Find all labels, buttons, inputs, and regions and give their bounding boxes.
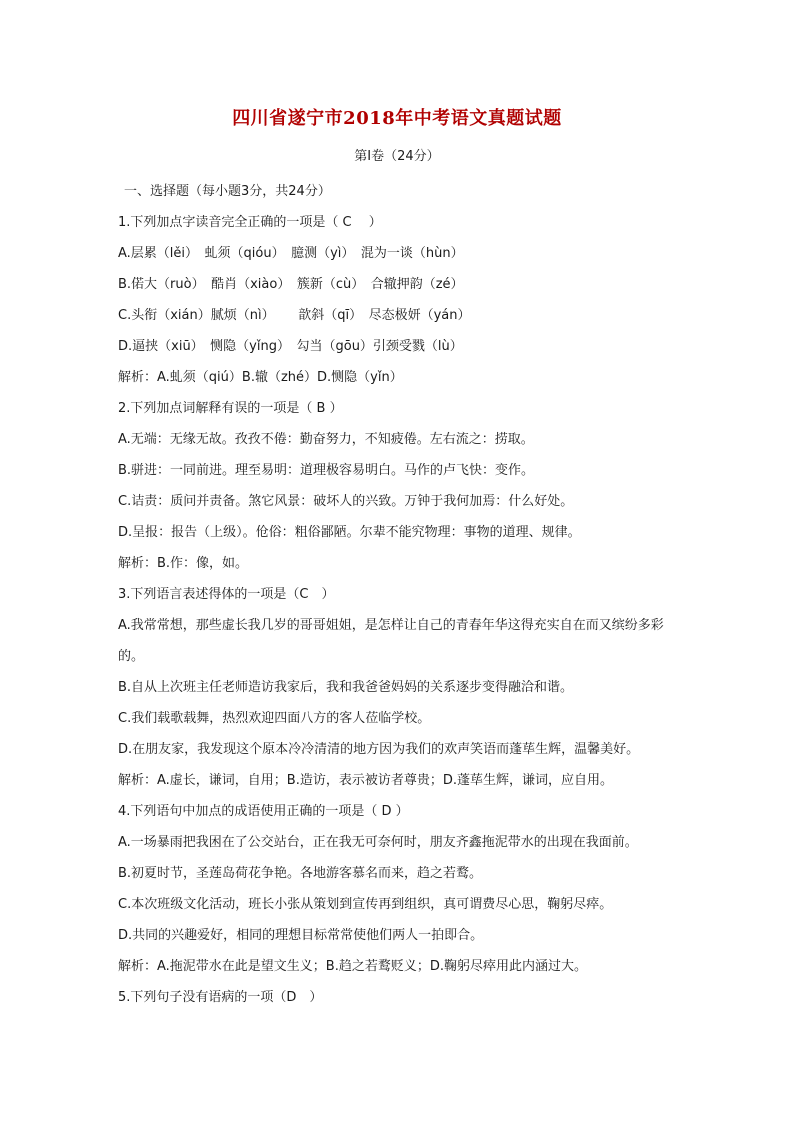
question-4-option-d: D.共同的兴趣爱好，相同的理想目标常常使他们两人一拍即合。: [118, 928, 484, 943]
question-3-option-a: A.我常常想，那些虚长我几岁的哥哥姐姐，是怎样让自己的青春年华这得充实自在而又缤纷多彩的。: [118, 618, 664, 664]
question-2-analysis: 解析：B.作：像，如。: [118, 556, 249, 571]
question-3-option-b: B.自从上次班主任老师造访我家后，我和我爸爸妈妈的关系逐步变得融洽和谐。: [118, 680, 574, 695]
document-body: [118, 176, 684, 1013]
question-3-option-d: D.在朋友家，我发现这个原本冷冷清清的地方因为我们的欢声笑语而蓬荜生辉，温馨美好。: [118, 742, 640, 757]
question-1: 1.下列加点字读音完全正确的一项是（ C ）: [118, 215, 382, 230]
question-2: 2.下列加点词解释有误的一项是（ B ）: [118, 401, 343, 416]
question-1-option-b: B.偌大（ruò） 酷肖（xiào） 簇新（cù） 合辙押韵（zé）: [118, 277, 464, 292]
question-1-analysis: 解析：A.虬须（qiú）B.辙（zhé）D.恻隐（yǐn）: [118, 370, 403, 385]
section-heading: 一、选择题（每小题3分，共24分）: [124, 184, 331, 199]
question-3: 3.下列语言表述得体的一项是（C ）: [118, 587, 335, 602]
question-1-option-a: A.层累（lěi） 虬须（qióu） 臆测（yì） 混为一谈（hùn）: [118, 246, 464, 261]
question-4-option-c: C.本次班级文化活动，班长小张从策划到宣传再到组织，真可谓费尽心思，鞠躬尽瘁。: [118, 897, 613, 912]
question-2-option-b: B.骈进：一同前进。理至易明：道理极容易明白。马作的卢飞快：变作。: [118, 463, 535, 478]
question-3-analysis: 解析：A.虚长，谦词，自用；B.造访，表示被访者尊贵；D.蓬荜生辉，谦词，应自用。: [118, 773, 613, 788]
question-5: 5.下列句子没有语病的一项（D ）: [118, 990, 323, 1005]
question-2-option-a: A.无端：无缘无故。孜孜不倦：勤奋努力，不知疲倦。左右流之：捞取。: [118, 432, 534, 447]
document-subtitle: 第Ⅰ卷（24分）: [354, 149, 440, 164]
question-3-option-c: C.我们载歌载舞，热烈欢迎四面八方的客人莅临学校。: [118, 711, 431, 726]
question-1-option-c: C.头衔（xián）腻烦（nì） 歆斜（qī） 尽态极妍（yán）: [118, 308, 471, 323]
question-2-option-c: C.诘责：质问并责备。煞它风景：破坏人的兴致。万钟于我何加焉：什么好处。: [118, 494, 574, 509]
document-title: 四川省遂宁市2018年中考语文真题试题: [232, 108, 562, 129]
question-1-option-d: D.逼挟（xiū） 恻隐（yǐng） 勾当（gōu）引颈受戮（lù）: [118, 339, 463, 354]
question-2-option-d: D.呈报：报告（上级）。伧俗：粗俗鄙陋。尔辈不能究物理：事物的道理、规律。: [118, 525, 581, 540]
question-4-analysis: 解析：A.拖泥带水在此是望文生义；B.趋之若鹜贬义；D.鞠躬尽瘁用此内涵过大。: [118, 959, 587, 974]
question-4-option-b: B.初夏时节，圣莲岛荷花争艳。各地游客慕名而来，趋之若鹜。: [118, 866, 483, 881]
question-4: 4.下列语句中加点的成语使用正确的一项是（ D ）: [118, 804, 409, 819]
question-4-option-a: A.一场暴雨把我困在了公交站台，正在我无可奈何时，朋友齐鑫拖泥带水的出现在我面前。: [118, 835, 638, 850]
